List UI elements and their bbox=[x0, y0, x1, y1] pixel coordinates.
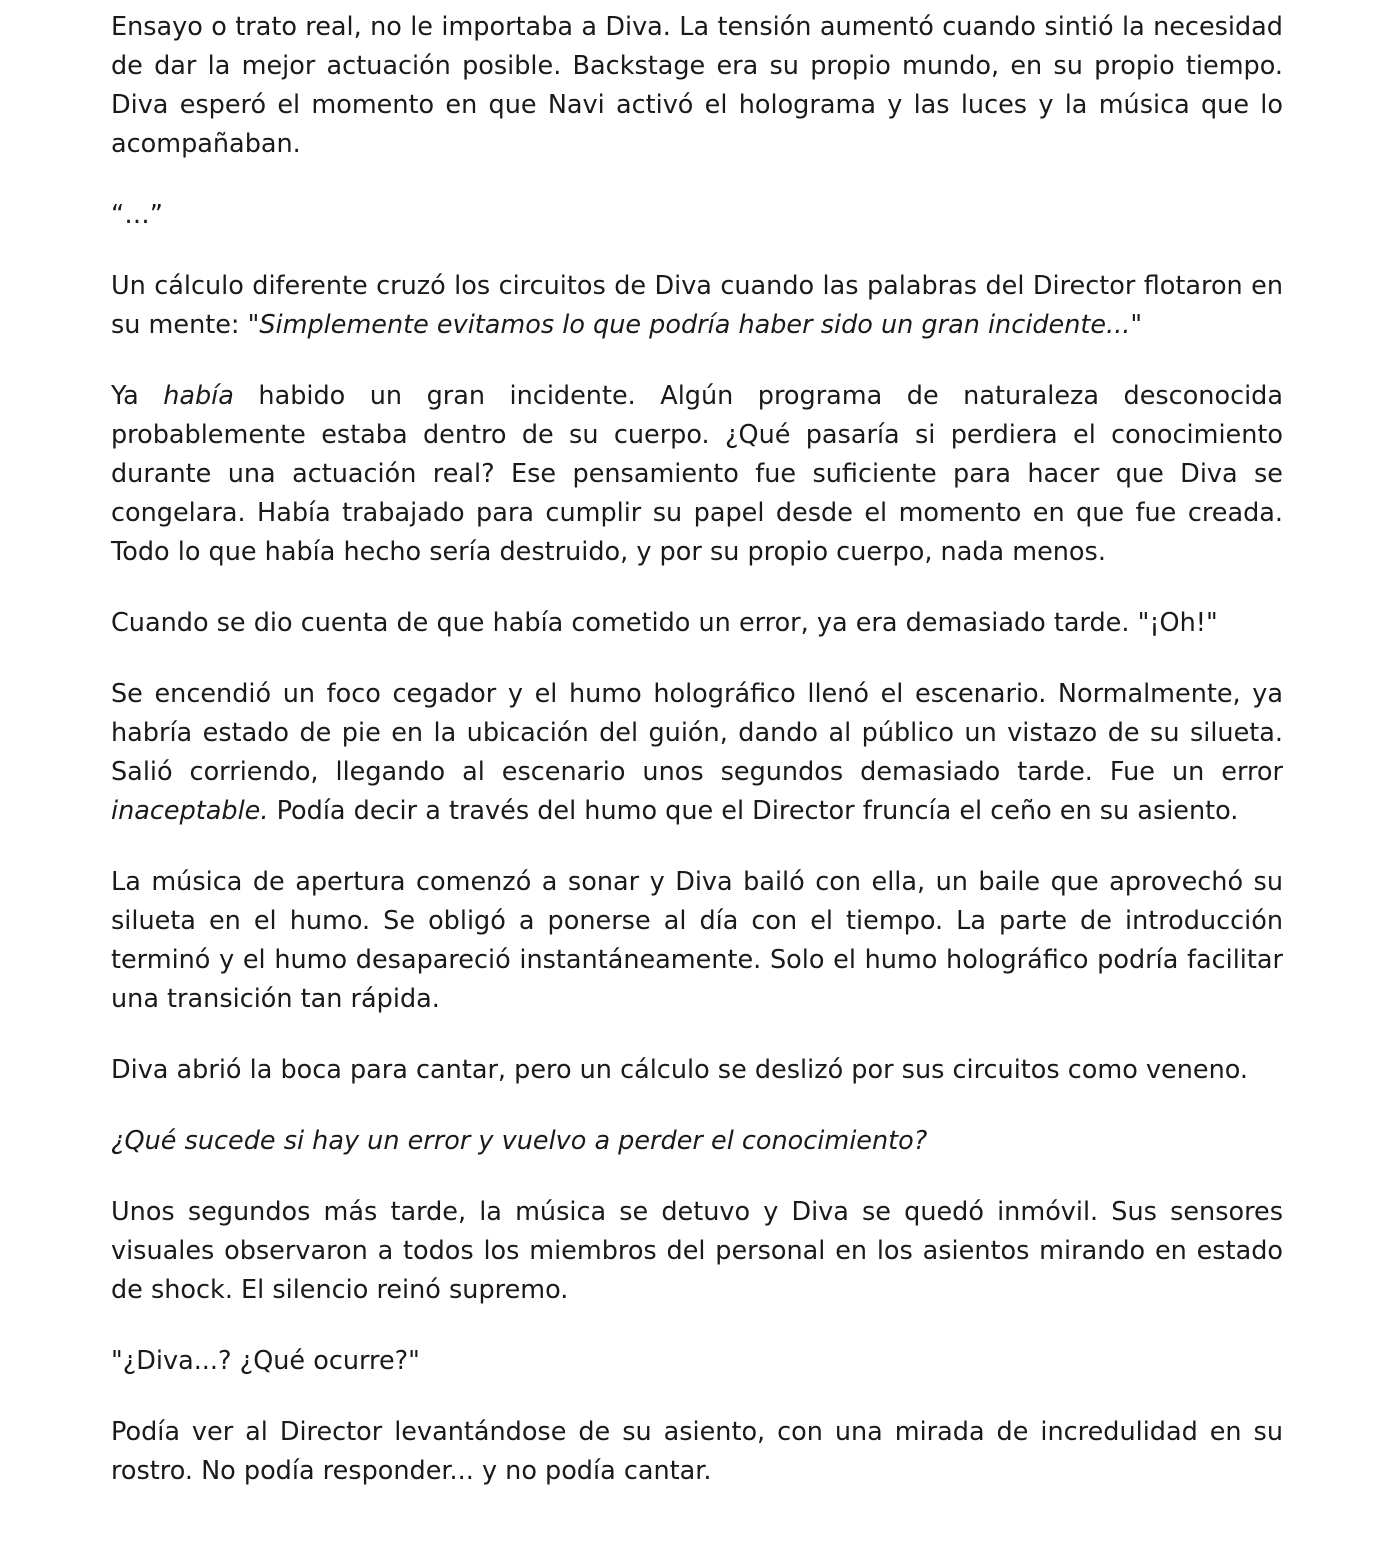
paragraph-text: Se encendió un foco cegador y el humo holográfico llenó el escenario. Normalmente, ya habría estado de pie en la ubicación del guión, dando al público un vistazo de su silueta. Salió corriendo, llegando al escenario unos segundos demasiado tarde. Fue un error bbox=[111, 679, 1283, 787]
italic-thought: ¿Qué sucede si hay un error y vuelvo a perder el conocimiento? bbox=[111, 1126, 928, 1156]
paragraph-6 bbox=[111, 675, 1283, 831]
paragraph-12 bbox=[111, 1413, 1283, 1491]
italic-word: había bbox=[163, 381, 234, 411]
paragraph-8 bbox=[111, 1051, 1283, 1090]
paragraph-7 bbox=[111, 863, 1283, 1019]
paragraph-text: La música de apertura comenzó a sonar y Diva bailó con ella, un baile que aprovechó su silueta en el humo. Se obligó a ponerse al día con el tiempo. La parte de introducción terminó y el humo desapareció instantáneamente. Solo el humo holográfico podría facilitar una transición tan rápida. bbox=[111, 867, 1283, 1014]
dialogue-line: "¿Diva...? ¿Qué ocurre?" bbox=[111, 1346, 420, 1376]
paragraph-text: Unos segundos más tarde, la música se detuvo y Diva se quedó inmóvil. Sus sensores visuales observaron a todos los miembros del personal en los asientos mirando en estado de shock. El silencio reinó supremo. bbox=[111, 1197, 1283, 1305]
paragraph-text: Cuando se dio cuenta de que había cometido un error, ya era demasiado tarde. "¡Oh!" bbox=[111, 608, 1218, 638]
paragraph-text: habido un gran incidente. Algún programa de naturaleza desconocida probablemente estaba dentro de su cuerpo. ¿Qué pasaría si perdiera el conocimiento durante una actuación real? Ese pensamiento fue suficiente para hacer que Diva se congelara. Había trabajado para cumplir su papel desde el momento en que fue creada. Todo lo que había hecho sería destruido, y por su propio cuerpo, nada menos. bbox=[111, 381, 1283, 567]
paragraph-text: Podía decir a través del humo que el Director fruncía el ceño en su asiento. bbox=[268, 796, 1239, 826]
paragraph-text: Ya bbox=[111, 381, 164, 411]
paragraph-5 bbox=[111, 604, 1283, 643]
paragraph-text: Diva abrió la boca para cantar, pero un cálculo se deslizó por sus circuitos como veneno. bbox=[111, 1055, 1249, 1085]
paragraph-9 bbox=[111, 1122, 1283, 1161]
paragraph-3 bbox=[111, 267, 1283, 345]
italic-word: inaceptable. bbox=[111, 796, 269, 826]
paragraph-text: Ensayo o trato real, no le importaba a Diva. La tensión aumentó cuando sintió la necesidad de dar la mejor actuación posible. Backstage era su propio mundo, en su propio tiempo. Diva esperó el momento en que Navi activó el holograma y las luces y la música que lo acompañaban. bbox=[111, 12, 1283, 159]
paragraph-text: Un cálculo diferente cruzó los circuitos de Diva cuando las palabras del Director flotaron en su mente: bbox=[111, 271, 1283, 340]
paragraph-11 bbox=[111, 1342, 1283, 1381]
italic-quote: "Simplemente evitamos lo que podría haber sido un gran incidente... bbox=[247, 310, 1131, 340]
document-page bbox=[111, 8, 1283, 1523]
paragraph-10 bbox=[111, 1193, 1283, 1310]
ellipsis-quote: “…” bbox=[111, 200, 163, 230]
paragraph-1 bbox=[111, 8, 1283, 164]
paragraph-2 bbox=[111, 196, 1283, 235]
closing-quote: " bbox=[1130, 310, 1143, 340]
paragraph-text: Podía ver al Director levantándose de su asiento, con una mirada de incredulidad en su rostro. No podía responder... y no podía cantar. bbox=[111, 1417, 1283, 1486]
paragraph-4 bbox=[111, 377, 1283, 572]
